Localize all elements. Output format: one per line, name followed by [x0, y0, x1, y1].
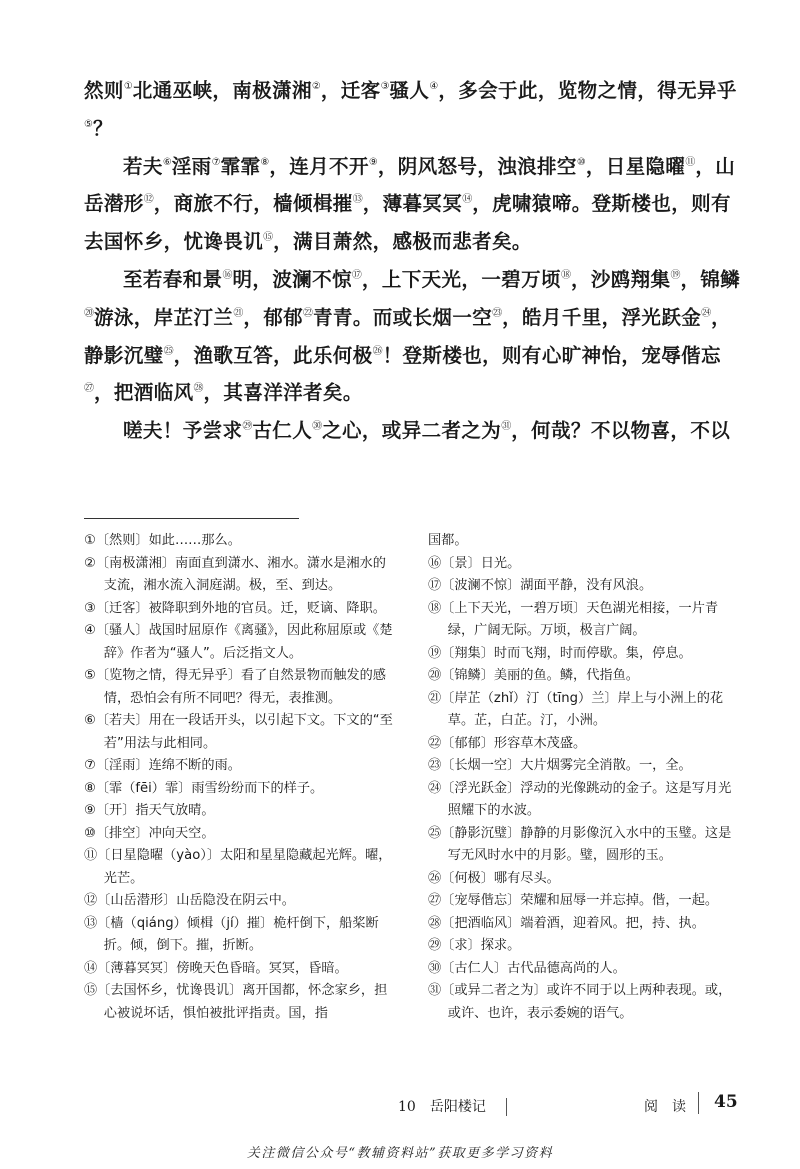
- footnote-marker: ⑦: [211, 156, 221, 168]
- footnote-item: ⑮〔去国怀乡，忧谗畏讥〕离开国都，怀念家乡，担心被说坏话，惧怕被批评指责。国，指: [84, 983, 388, 1021]
- footnote-item: ⑥〔若夫〕用在一段话开头，以引起下文。下文的“至若”用法与此相同。: [84, 713, 393, 751]
- footnote-marker: ④: [429, 81, 439, 92]
- main-text: [84, 72, 744, 450]
- page-footer: [0, 1090, 800, 1120]
- footnote-item: ⑩〔排空〕冲向天空。: [84, 825, 215, 841]
- footnote-marker: ⑲: [670, 269, 681, 281]
- footnote-marker: ㉒: [303, 307, 314, 319]
- footnote-item: ㉔〔浮光跃金〕浮动的光像跳动的金子。这是写月光照耀下的水波。: [428, 780, 732, 818]
- footnote-item: ㉑〔岸芷（zhǐ）汀（tīng）兰〕岸上与小洲上的花草。芷，白芷。汀，小洲。: [428, 690, 724, 728]
- footnote-marker: ⑩: [576, 156, 586, 168]
- footnote-item: 国都。: [428, 533, 468, 548]
- footnote-marker: ⑯: [222, 269, 233, 281]
- footnote-marker: ②: [311, 81, 321, 92]
- footnote-marker: ⑱: [560, 269, 571, 281]
- footnote-item: ⑳〔锦鳞〕美丽的鱼。鳞，代指鱼。: [428, 668, 639, 683]
- watermark-text: 关注微信公众号“教辅资料站”获取更多学习资料: [246, 1146, 554, 1161]
- footnote-item: ⑦〔淫雨〕连绵不断的雨。: [84, 758, 241, 773]
- footnote-item: ⑱〔上下天光，一碧万顷〕天色湖光相接，一片青绿，广阔无际。万顷，极言广阔。: [428, 600, 719, 638]
- section-label: 阅 读: [644, 1099, 686, 1115]
- paragraph-2: 若夫⑥淫雨⑦霏霏⑧，连月不开⑨，阴风怒号，浊浪排空⑩，日星隐曜⑪，山岳潜形⑫，商旅不行，樯倾楫摧⑬，薄暮冥冥⑭，虎啸猿啼。登斯楼也，则有去国怀乡，忧谗畏讥⑮，满目萧然，感极而悲者矣。: [84, 154, 736, 254]
- footnote-item: ⑪〔日星隐曜（yào）〕太阳和星星隐藏起光辉。曜，光芒。: [84, 848, 392, 886]
- footnotes-right-column: [428, 530, 740, 1025]
- footnote-item: ⑨〔开〕指天气放晴。: [84, 803, 215, 818]
- footer-divider: [698, 1092, 699, 1114]
- footnote-item: ⑭〔薄暮冥冥〕傍晚天色昏暗。冥冥，昏暗。: [84, 960, 348, 976]
- footnote-item: ⑫〔山岳潜形〕山岳隐没在阴云中。: [84, 893, 295, 908]
- footnote-marker: ⑫: [143, 194, 154, 206]
- paragraph-1: 然则①北通巫峡，南极潇湘②，迁客③骚人④，多会于此，览物之情，得无异乎⑤？: [84, 79, 737, 140]
- footnote-divider: [84, 518, 299, 519]
- footnote-item: ㉗〔宠辱偕忘〕荣耀和屈辱一并忘掉。偕，一起。: [428, 893, 719, 908]
- footnote-marker: ㉙: [242, 421, 253, 433]
- footnote-marker: ⑳: [84, 307, 94, 319]
- footnote-marker: ⑤: [84, 118, 93, 130]
- footnote-item: ㉘〔把酒临风〕端着酒，迎着风。把，持、执。: [428, 915, 705, 931]
- footnotes-left-column: [84, 530, 394, 1025]
- footnote-item: ㉛〔或异二者之为〕或许不同于以上两种表现。或，或许、也许，表示委婉的语气。: [428, 983, 732, 1021]
- lesson-title: 10 岳阳楼记: [398, 1099, 486, 1115]
- footnote-item: ⑤〔览物之情，得无异乎〕看了自然景物而触发的感情，恐怕会有所不同吧？得无，表推测。: [84, 668, 386, 706]
- footnote-item: ㉖〔何极〕哪有尽头。: [428, 870, 560, 886]
- footnote-marker: ⑪: [685, 156, 696, 168]
- footnote-marker: ③: [380, 81, 390, 92]
- footnote-marker: ⑬: [352, 194, 363, 206]
- paragraph-4: 嗟夫！予尝求$^㉙$古仁人$^㉚$之心，或异二者之为$^㉛$，何哉？不以物喜，不以: [123, 419, 731, 443]
- footnote-marker: ⑮: [263, 232, 274, 244]
- footnote-marker: ㉗: [84, 383, 94, 395]
- footnote-marker: ⑭: [462, 194, 473, 206]
- footnote-item: ⑯〔景〕日光。: [428, 555, 521, 571]
- footnote-item: ㉚〔古仁人〕古代品德高尚的人。: [428, 960, 626, 976]
- footnote-item: ④〔骚人〕战国时屈原作《离骚》，因此称屈原或《楚辞》作者为“骚人”。后泛指文人。: [84, 623, 393, 661]
- paragraph-3: 至若春和景⑯明，波澜不惊⑰，上下天光，一碧万顷⑱，沙鸥翔集⑲，锦鳞⑳游泳，岸芷汀兰$^㉑$，郁郁$^㉒$青青。而或长烟一空$^㉓$，皓月千里，浮光跃金$^㉔$，静影沉璧$^㉕$，渔歌互答，此乐何极$^㉖$！登斯楼也，则有心旷神怡，宠辱偕忘$^㉗$，把酒临风$^㉘$，其喜洋洋者矣。: [84, 267, 741, 405]
- footnote-item: ⑲〔翔集〕时而飞翔，时而停歇。集，停息。: [428, 645, 692, 661]
- footnote-item: ⑧〔霏（fēi）霏〕雨雪纷纷而下的样子。: [84, 780, 324, 796]
- footnote-marker: ⑥: [162, 156, 172, 168]
- footnote-marker: ㉖: [372, 345, 383, 357]
- footnote-item: ③〔迁客〕被降职到外地的官员。迁，贬谪、降职。: [84, 600, 386, 616]
- footer-divider: [506, 1098, 507, 1116]
- footnote-marker: ㉑: [233, 307, 244, 319]
- footnote-marker: ⑨: [368, 156, 378, 168]
- footnote-item: ㉒〔郁郁〕形容草木茂盛。: [428, 735, 587, 751]
- footnote-marker: ㉓: [492, 307, 503, 319]
- page-number: 45: [714, 1092, 738, 1112]
- footnote-marker: ㉘: [193, 383, 204, 395]
- footnote-item: ㉕〔静影沉璧〕静静的月影像沉入水中的玉璧。这是写无风时水中的月影。璧，圆形的玉。: [428, 825, 732, 863]
- footnote-item: ①〔然则〕如此……那么。: [84, 533, 241, 548]
- footnote-item: ㉙〔求〕探求。: [428, 938, 521, 953]
- footnote-marker: ㉕: [163, 345, 174, 357]
- footnote-marker: ⑰: [351, 269, 362, 281]
- footnote-marker: ㉛: [501, 421, 512, 433]
- footnote-item: ⑬〔樯（qiáng）倾楫（jí）摧〕桅杆倒下，船桨断折。倾，倒下。摧，折断。: [84, 915, 379, 953]
- footnote-item: ㉓〔长烟一空〕大片烟雾完全消散。一，全。: [428, 758, 692, 773]
- footnote-marker: ㉚: [312, 421, 323, 433]
- footnote-item: ②〔南极潇湘〕南面直到潇水、湘水。潇水是湘水的支流，湘水流入洞庭湖。极，至、到达。: [84, 555, 386, 593]
- footnote-marker: ㉔: [701, 307, 712, 319]
- footnote-marker: ⑧: [260, 156, 270, 168]
- footnote-item: ⑰〔波澜不惊〕湖面平静，没有风浪。: [428, 578, 653, 593]
- footnote-marker: ①: [123, 81, 133, 92]
